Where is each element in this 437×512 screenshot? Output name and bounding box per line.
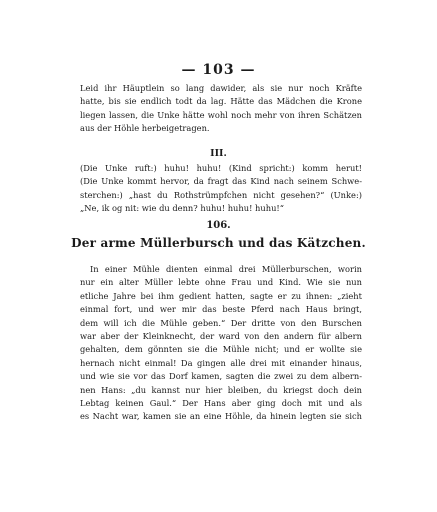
text-line: und wie sie vor das Dorf kamen, sagten die zwei zu dem albern-	[80, 371, 362, 382]
text-line: etliche Jahre bei ihm gedient hatten, sagte er zu ihnen: „zieht	[80, 290, 362, 301]
text-line: liegen lassen, die Unke hätte wohl noch mehr von ihren Schätzen	[80, 109, 362, 120]
text-line: Lebtag keinen Gaul.“ Der Hans aber ging doch mit und als	[80, 397, 362, 408]
story-number: 106.	[206, 220, 231, 231]
story-title: Der arme Müllerbursch und das Kätzchen.	[71, 236, 366, 250]
text-line: In einer Mühle dienten einmal drei Müllerburschen, worin	[90, 264, 362, 274]
text-line: es Nacht war, kamen sie an eine Höhle, da hinein legten sie sich	[80, 411, 362, 422]
top-paragraph	[80, 82, 362, 136]
text-line: dem will ich die Mühle geben.“ Der dritte von den Burschen	[80, 317, 362, 328]
text-line: aus der Höhle herbeigetragen.	[80, 123, 210, 134]
text-line: einmal fort, und wer mir das beste Pferd nach Haus bringt,	[80, 304, 362, 315]
text-line: hernach nicht einmal! Da gingen alle drei mit einander hinaus,	[80, 357, 362, 368]
page-number: — 103 —	[181, 62, 256, 78]
text-line: gehalten, dem gönnten sie die Mühle nicht; und er wollte sie	[80, 344, 362, 355]
text-line: hatte, bis sie endlich todt da lag. Hätte das Mädchen die Krone	[80, 96, 362, 107]
story-paragraph	[80, 263, 362, 424]
text-line: sterchen:) „hast du Rothstrümpfchen nicht gesehen?“ (Unke:)	[80, 189, 362, 200]
text-line: (Die Unke kommt hervor, da fragt das Kind nach seinem Schwe-	[80, 176, 362, 187]
text-line: war aber der Kleinknecht, der ward von den andern für albern	[80, 330, 362, 341]
text-line: Leid ihr Häuptlein so lang dawider, als sie nur noch Kräfte	[80, 83, 362, 93]
text-line: (Die Unke ruft:) huhu! huhu! (Kind spricht:) komm herut!	[80, 163, 362, 173]
text-line: nur ein alter Müller lebte ohne Frau und Kind. Wie sie nun	[80, 277, 362, 288]
section-paragraph	[80, 162, 362, 216]
text-line: „Ne, ik og nit: wie du denn? huhu! huhu! huhu!“	[80, 203, 284, 214]
text-line: nen Hans: „du kannst nur hier bleiben, du kriegst doch dein	[80, 384, 362, 395]
section-number: III.	[210, 148, 227, 159]
